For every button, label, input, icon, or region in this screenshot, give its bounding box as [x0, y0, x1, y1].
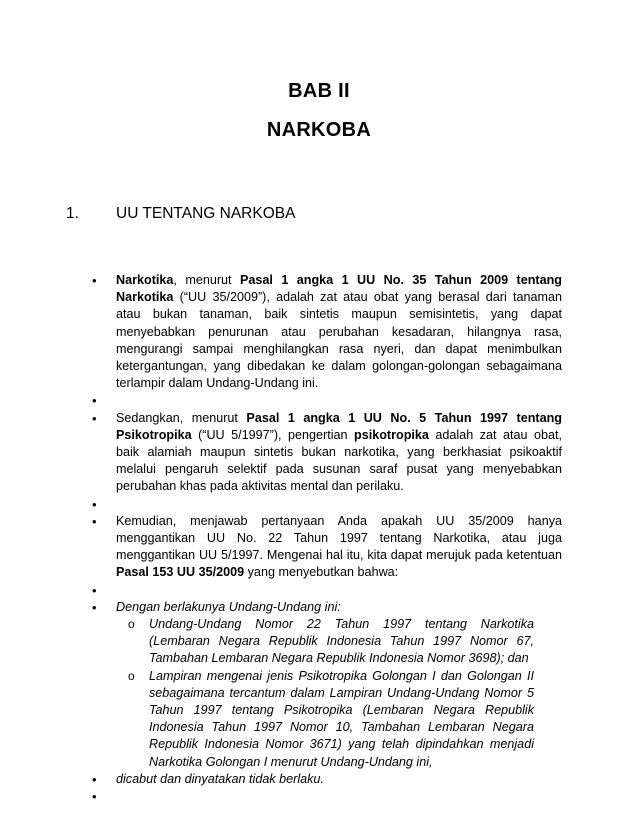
chapter-subject: NARKOBA: [266, 119, 372, 141]
empty-list-item: [0, 788, 638, 805]
sub-list-item: [0, 616, 638, 668]
text-run: yang menyebutkan bahwa:: [244, 565, 399, 580]
bullet-icon: •: [92, 496, 97, 512]
term-narkotika: Narkotika: [116, 273, 174, 287]
list-item-text: [116, 410, 562, 496]
list-item-text: [116, 272, 562, 392]
empty-list-item: [0, 392, 638, 409]
list-item-text: Dengan berlakunya Undang-Undang ini:: [116, 599, 341, 614]
list-item-text: dicabut dan dinyatakan tidak berlaku.: [116, 771, 324, 786]
bullet-icon: •: [92, 771, 97, 787]
sub-list-item-text: Lampiran mengenai jenis Psikotropika Golongan I dan Golongan II sebagaimana tercantum dalam Lampiran Undang-Undang Nomor 5 Tahun 1997 tentang Psikotropika (Lembaran Negara Republik Indonesia Tahun 1997 Nomor 10, Tambahan Lembaran Negara Republik Indonesia Nomor 3671) yang telah dipindahkan menjadi Narkotika Golongan I menurut Undang-Undang ini,: [149, 668, 534, 769]
bullet-icon: •: [92, 582, 97, 598]
list-item-dicabut: [0, 771, 638, 788]
term-psikotropika: psikotropika: [354, 427, 429, 442]
text-run: (“UU 35/2009”), adalah zat atau obat yang berasal dari tanaman atau bukan tanaman, baik sintetis maupun semisintetis, yang dapat menyebabkan penurunan atau perubahan kesadaran, hilangnya rasa, mengurangi sampai menghilangkan rasa nyeri, dan dapat menimbulkan ketergantungan, yang dibedakan ke dalam golongan-golongan sebagaimana terlampir dalam Undang-Undang ini.: [116, 290, 562, 391]
empty-list-item: [0, 582, 638, 599]
section-number: 1.: [66, 205, 79, 222]
bullet-list: [0, 272, 638, 805]
bullet-icon: •: [92, 273, 97, 288]
list-item-psikotropika: [0, 410, 638, 496]
list-item-kemudian: [0, 513, 638, 582]
bullet-icon: •: [92, 789, 97, 805]
text-run: , menurut: [173, 273, 240, 287]
bullet-icon: •: [92, 599, 97, 615]
list-item-text: [116, 513, 562, 582]
text-run: Sedangkan, menurut: [116, 410, 247, 425]
bullet-icon: •: [92, 410, 97, 426]
list-item-quote-lead: [0, 599, 638, 616]
law-reference: Pasal 153 UU 35/2009: [116, 565, 245, 580]
bullet-icon: •: [92, 393, 97, 409]
list-item-narkotika: [0, 272, 638, 392]
circle-bullet-icon: o: [128, 668, 135, 683]
text-run: (“UU 5/1997”), pengertian: [191, 427, 355, 442]
circle-bullet-icon: o: [128, 617, 135, 632]
text-run: Kemudian, menjawab pertanyaan Anda apakah UU 35/2009 hanya menggantikan UU No. 22 Tahun 1997 tentang Narkotika, atau juga menggantikan UU 5/1997. Mengenai hal itu, kita dapat merujuk pada ketentuan: [116, 513, 562, 563]
chapter-heading: BAB II: [288, 80, 350, 102]
sub-list-item-text: Undang-Undang Nomor 22 Tahun 1997 tentang Narkotika (Lembaran Negara Republik Indonesia Tahun 1997 Nomor 67, Tambahan Lembaran Negara Republik Indonesia Nomor 3698); dan: [149, 617, 534, 666]
bullet-icon: •: [92, 513, 97, 529]
text-run: adalah zat atau obat, baik alamiah maupun sintetis bukan narkotika, yang berkhasiat psikoaktif melalui pengaruh selektif pada susunan saraf pusat yang menyebabkan perubahan khas pada aktivitas mental dan perilaku.: [116, 427, 562, 494]
section-title: UU TENTANG NARKOBA: [116, 205, 296, 222]
law-reference: Pasal 1 angka 1 UU No. 35 Tahun 2009 tentang Narkotika: [116, 273, 563, 305]
empty-list-item: [0, 496, 638, 513]
law-reference: Pasal 1 angka 1 UU No. 5 Tahun 1997 tentang Psikotropika: [116, 410, 563, 442]
sub-list-item: [0, 668, 638, 771]
